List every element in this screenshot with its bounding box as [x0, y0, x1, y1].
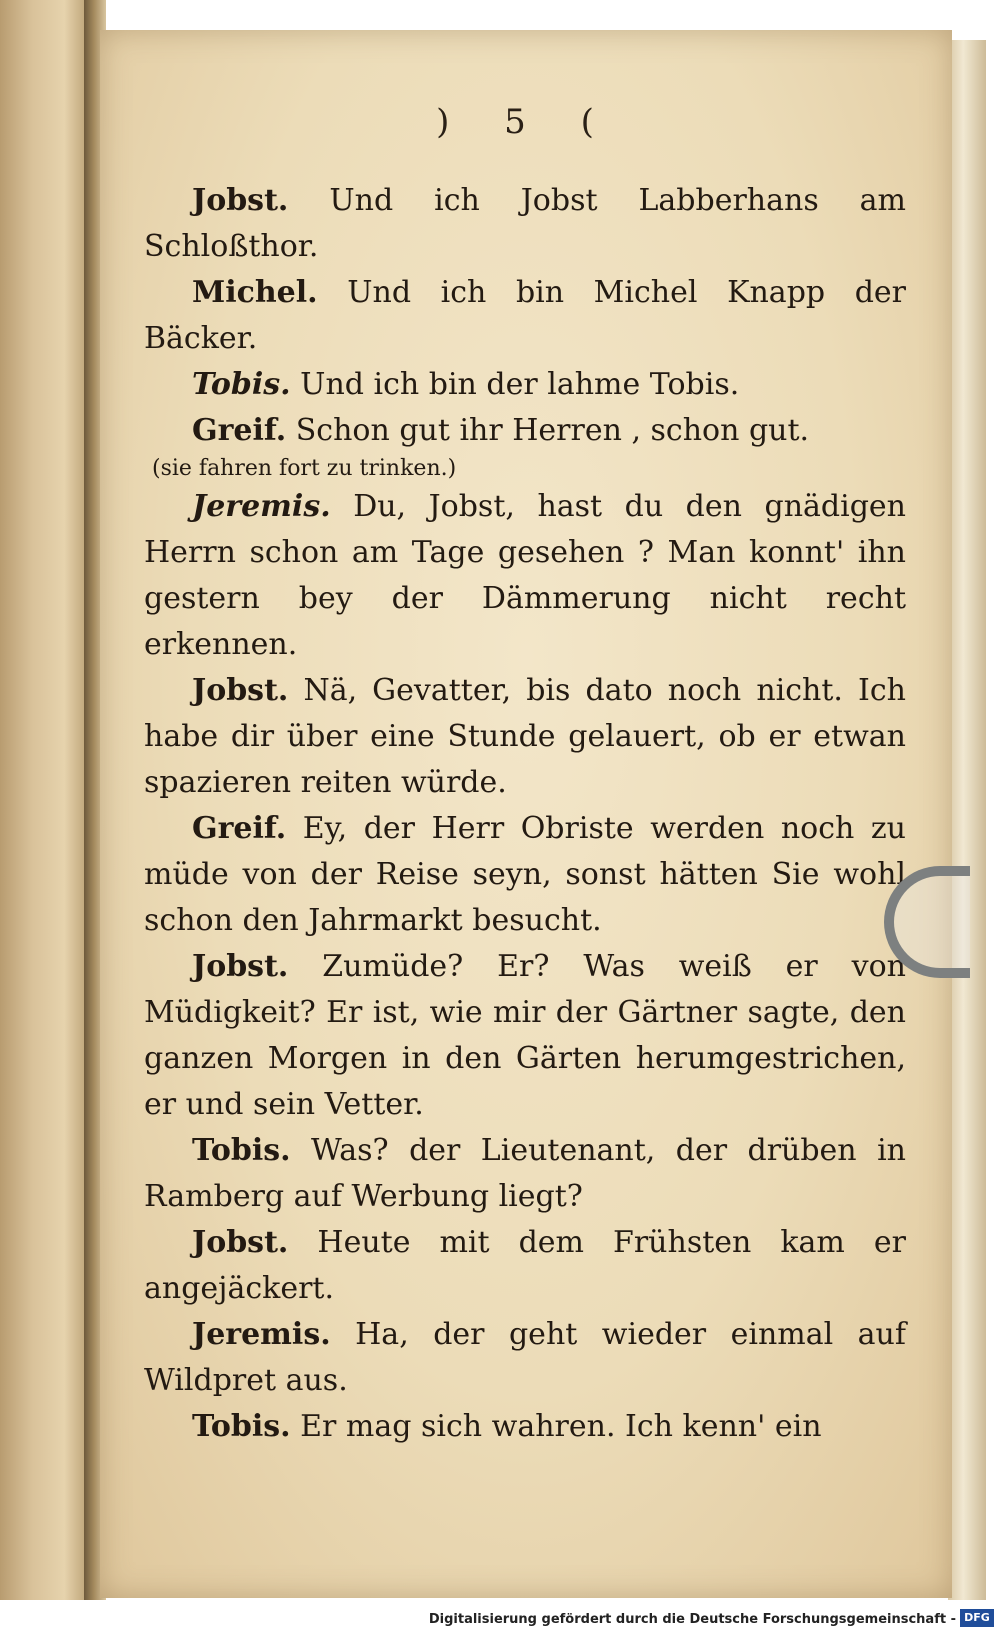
dialogue-line [144, 270, 906, 362]
speaker-name: Jobst. [192, 949, 289, 984]
dialogue-text: Zumüde? Er? Was weiß er von Müdigkeit? Er ist, wie mir der Gärtner sagte, den ganzen Morgen in den Gärten herumgestrichen, er und sein Vetter. [144, 949, 906, 1122]
digitization-credit: Digitalisierung gefördert durch die Deutsche Forschungsgemeinschaft - [428, 1612, 956, 1627]
speaker-name: Jobst. [192, 1225, 289, 1260]
dialogue-text: Was? der Lieutenant, der drüben in Ramberg auf Werbung liegt? [144, 1133, 906, 1214]
speaker-name: Greif. [192, 413, 287, 448]
dialogue-text: Heute mit dem Frühsten kam er angejäckert. [144, 1225, 906, 1306]
dialogue-text: Schon gut ihr Herren , schon gut. [295, 413, 810, 448]
speaker-name: Jeremis. [192, 1317, 331, 1352]
page-number: ) 5 ( [436, 102, 616, 142]
dialogue-line [144, 1404, 906, 1450]
dialogue-text: Und ich Jobst Labberhans am Schloßthor. [144, 183, 907, 264]
speaker-name: Michel. [192, 275, 318, 310]
speaker-name: Jobst. [192, 673, 289, 708]
speaker-name: Jobst. [192, 183, 289, 218]
dialogue-line [144, 668, 906, 806]
page-text [144, 178, 906, 1450]
book-page [100, 30, 952, 1598]
speaker-name: Tobis. [192, 1133, 291, 1168]
speaker-name: Greif. [192, 811, 287, 846]
dialogue-text: Er mag sich wahren. Ich kenn' ein [300, 1409, 822, 1444]
speaker-name: Jeremis. [192, 489, 331, 524]
dialogue-line [144, 806, 906, 944]
dialogue-text: Ey, der Herr Obriste werden noch zu müde von der Reise seyn, sonst hätten Sie wohl schon den Jahrmarkt besucht. [144, 811, 906, 938]
page-stack-edge [948, 40, 986, 1600]
dialogue-text: Nä, Gevatter, bis dato noch nicht. Ich habe dir über eine Stunde gelauert, ob er etwan spazieren reiten würde. [144, 673, 906, 800]
dialogue-line [144, 1312, 906, 1404]
dialogue-line [144, 1220, 906, 1312]
dialogue-text: Und ich bin Michel Knapp der Bäcker. [144, 275, 906, 356]
speaker-name: Tobis. [192, 1409, 291, 1444]
dialogue-text: Und ich bin der lahme Tobis. [300, 367, 740, 402]
facing-page-edge [0, 0, 92, 1600]
dialogue-text: Du, Jobst, hast du den gnädigen Herrn schon am Tage gesehen ? Man konnt' ihn gestern bey der Dämmerung nicht recht erkennen. [144, 489, 906, 662]
dialogue-line [144, 1128, 906, 1220]
dialogue-text: Ha, der geht wieder einmal auf Wildpret aus. [144, 1317, 906, 1398]
dialogue-line [144, 362, 906, 408]
dialogue-line [144, 944, 906, 1128]
dialogue-line [144, 484, 906, 668]
dfg-logo: DFG [960, 1609, 994, 1627]
speaker-name: Tobis. [192, 367, 291, 402]
dialogue-line [144, 178, 906, 270]
dialogue-line [144, 408, 906, 454]
stage-direction: (sie fahren fort zu trinken.) [152, 456, 457, 481]
